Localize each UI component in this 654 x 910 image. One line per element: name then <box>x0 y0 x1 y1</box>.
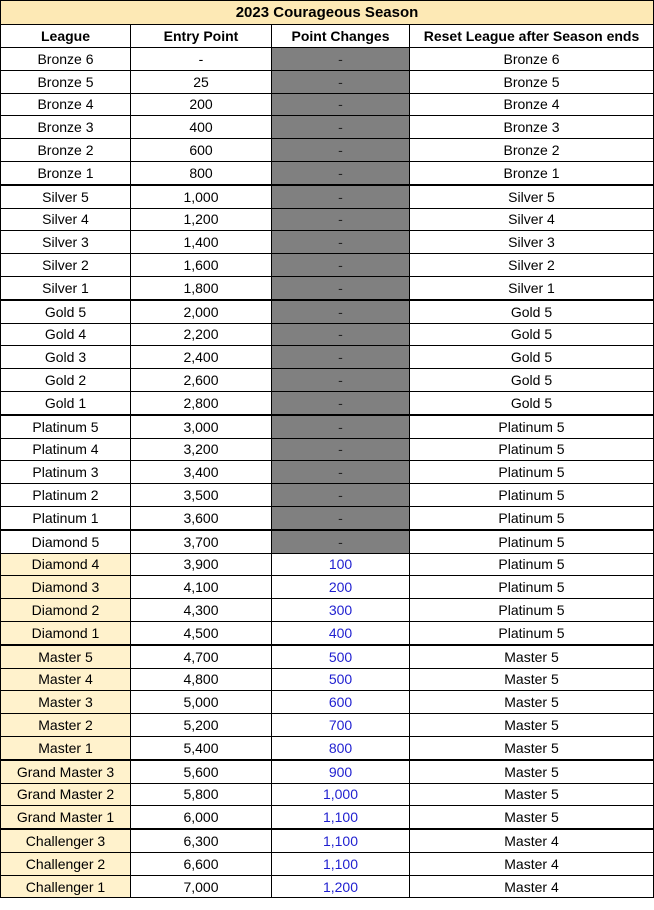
point-change-cell: - <box>272 276 410 299</box>
header-league: League <box>1 25 131 48</box>
table-row <box>1 161 654 184</box>
reset-league-cell: Master 5 <box>410 783 654 806</box>
point-change-cell: 400 <box>272 621 410 644</box>
league-cell: Gold 4 <box>1 323 131 346</box>
league-cell: Bronze 2 <box>1 139 131 162</box>
entry-point-cell: 3,000 <box>131 415 272 438</box>
table-row <box>1 254 654 277</box>
league-cell: Diamond 1 <box>1 621 131 644</box>
reset-league-cell: Platinum 5 <box>410 553 654 576</box>
league-cell: Challenger 1 <box>1 875 131 898</box>
point-change-cell: 500 <box>272 645 410 668</box>
entry-point-cell: 400 <box>131 116 272 139</box>
point-change-cell: 100 <box>272 553 410 576</box>
entry-point-cell: 3,500 <box>131 484 272 507</box>
entry-point-cell: 2,200 <box>131 323 272 346</box>
reset-league-cell: Master 4 <box>410 829 654 852</box>
table-row <box>1 346 654 369</box>
table-row <box>1 668 654 691</box>
point-change-cell: - <box>272 139 410 162</box>
point-change-cell: - <box>272 231 410 254</box>
point-change-cell: 1,100 <box>272 852 410 875</box>
league-cell: Diamond 5 <box>1 530 131 553</box>
entry-point-cell: 2,600 <box>131 369 272 392</box>
table-row <box>1 599 654 622</box>
league-cell: Platinum 4 <box>1 438 131 461</box>
point-change-cell: - <box>272 415 410 438</box>
point-change-cell: 1,000 <box>272 783 410 806</box>
reset-league-cell: Gold 5 <box>410 323 654 346</box>
entry-point-cell: 5,800 <box>131 783 272 806</box>
entry-point-cell: - <box>131 48 272 71</box>
table-row <box>1 829 654 852</box>
table-row <box>1 93 654 116</box>
entry-point-cell: 3,400 <box>131 461 272 484</box>
table-row <box>1 48 654 71</box>
table-row <box>1 621 654 644</box>
league-cell: Gold 2 <box>1 369 131 392</box>
entry-point-cell: 2,400 <box>131 346 272 369</box>
entry-point-cell: 6,600 <box>131 852 272 875</box>
entry-point-cell: 2,000 <box>131 300 272 323</box>
league-cell: Master 2 <box>1 714 131 737</box>
entry-point-cell: 7,000 <box>131 875 272 898</box>
point-change-cell: - <box>272 323 410 346</box>
point-change-cell: 1,200 <box>272 875 410 898</box>
reset-league-cell: Gold 5 <box>410 391 654 414</box>
entry-point-cell: 3,700 <box>131 530 272 553</box>
entry-point-cell: 1,800 <box>131 276 272 299</box>
league-cell: Silver 5 <box>1 185 131 208</box>
point-change-cell: - <box>272 185 410 208</box>
table-row <box>1 369 654 392</box>
table-row <box>1 415 654 438</box>
table-row <box>1 438 654 461</box>
table-row <box>1 783 654 806</box>
reset-league-cell: Platinum 5 <box>410 438 654 461</box>
reset-league-cell: Bronze 3 <box>410 116 654 139</box>
reset-league-cell: Silver 1 <box>410 276 654 299</box>
entry-point-cell: 2,800 <box>131 391 272 414</box>
reset-league-cell: Bronze 2 <box>410 139 654 162</box>
point-change-cell: 900 <box>272 760 410 783</box>
table-body <box>1 48 654 898</box>
entry-point-cell: 5,400 <box>131 736 272 759</box>
table-row <box>1 691 654 714</box>
league-cell: Diamond 4 <box>1 553 131 576</box>
table-row <box>1 300 654 323</box>
entry-point-cell: 600 <box>131 139 272 162</box>
entry-point-cell: 6,300 <box>131 829 272 852</box>
point-change-cell: - <box>272 369 410 392</box>
league-cell: Challenger 2 <box>1 852 131 875</box>
league-cell: Platinum 3 <box>1 461 131 484</box>
table-row <box>1 461 654 484</box>
point-change-cell: 800 <box>272 736 410 759</box>
reset-league-cell: Platinum 5 <box>410 461 654 484</box>
point-change-cell: - <box>272 346 410 369</box>
table-row <box>1 852 654 875</box>
point-change-cell: - <box>272 93 410 116</box>
entry-point-cell: 800 <box>131 161 272 184</box>
table-row <box>1 139 654 162</box>
entry-point-cell: 4,300 <box>131 599 272 622</box>
reset-league-cell: Master 5 <box>410 714 654 737</box>
point-change-cell: 500 <box>272 668 410 691</box>
table-row <box>1 875 654 898</box>
league-cell: Master 4 <box>1 668 131 691</box>
league-cell: Silver 1 <box>1 276 131 299</box>
point-change-cell: 700 <box>272 714 410 737</box>
table-title: 2023 Courageous Season <box>1 1 654 25</box>
entry-point-cell: 3,600 <box>131 506 272 529</box>
entry-point-cell: 6,000 <box>131 806 272 829</box>
point-change-cell: - <box>272 461 410 484</box>
entry-point-cell: 5,000 <box>131 691 272 714</box>
entry-point-cell: 1,600 <box>131 254 272 277</box>
reset-league-cell: Platinum 5 <box>410 530 654 553</box>
league-cell: Bronze 4 <box>1 93 131 116</box>
reset-league-cell: Bronze 1 <box>410 161 654 184</box>
point-change-cell: 1,100 <box>272 806 410 829</box>
league-cell: Gold 3 <box>1 346 131 369</box>
table-row <box>1 530 654 553</box>
entry-point-cell: 4,500 <box>131 621 272 644</box>
point-change-cell: - <box>272 484 410 507</box>
reset-league-cell: Platinum 5 <box>410 415 654 438</box>
point-change-cell: - <box>272 530 410 553</box>
league-cell: Grand Master 3 <box>1 760 131 783</box>
table-row <box>1 736 654 759</box>
league-cell: Bronze 6 <box>1 48 131 71</box>
point-change-cell: - <box>272 438 410 461</box>
reset-league-cell: Gold 5 <box>410 300 654 323</box>
reset-league-cell: Silver 5 <box>410 185 654 208</box>
league-cell: Silver 4 <box>1 208 131 231</box>
point-change-cell: 200 <box>272 576 410 599</box>
league-cell: Master 1 <box>1 736 131 759</box>
point-change-cell: - <box>272 506 410 529</box>
entry-point-cell: 4,700 <box>131 645 272 668</box>
league-cell: Diamond 3 <box>1 576 131 599</box>
entry-point-cell: 1,000 <box>131 185 272 208</box>
entry-point-cell: 4,800 <box>131 668 272 691</box>
reset-league-cell: Platinum 5 <box>410 484 654 507</box>
point-change-cell: 300 <box>272 599 410 622</box>
point-change-cell: - <box>272 116 410 139</box>
point-change-cell: - <box>272 70 410 93</box>
league-cell: Silver 3 <box>1 231 131 254</box>
entry-point-cell: 4,100 <box>131 576 272 599</box>
point-change-cell: - <box>272 48 410 71</box>
table-row <box>1 576 654 599</box>
table-row <box>1 231 654 254</box>
header-point-changes: Point Changes <box>272 25 410 48</box>
reset-league-cell: Master 5 <box>410 645 654 668</box>
entry-point-cell: 3,200 <box>131 438 272 461</box>
league-cell: Diamond 2 <box>1 599 131 622</box>
table-row <box>1 70 654 93</box>
point-change-cell: 1,100 <box>272 829 410 852</box>
table-row <box>1 323 654 346</box>
league-cell: Platinum 2 <box>1 484 131 507</box>
table-row <box>1 391 654 414</box>
league-cell: Gold 1 <box>1 391 131 414</box>
reset-league-cell: Bronze 5 <box>410 70 654 93</box>
league-cell: Silver 2 <box>1 254 131 277</box>
point-change-cell: - <box>272 161 410 184</box>
reset-league-cell: Platinum 5 <box>410 621 654 644</box>
reset-league-cell: Gold 5 <box>410 346 654 369</box>
league-cell: Challenger 3 <box>1 829 131 852</box>
league-cell: Bronze 5 <box>1 70 131 93</box>
league-cell: Master 5 <box>1 645 131 668</box>
table-row <box>1 276 654 299</box>
table-row <box>1 714 654 737</box>
league-cell: Grand Master 2 <box>1 783 131 806</box>
table-row <box>1 760 654 783</box>
reset-league-cell: Master 5 <box>410 760 654 783</box>
table-row <box>1 208 654 231</box>
entry-point-cell: 200 <box>131 93 272 116</box>
league-cell: Grand Master 1 <box>1 806 131 829</box>
league-cell: Gold 5 <box>1 300 131 323</box>
entry-point-cell: 1,400 <box>131 231 272 254</box>
reset-league-cell: Platinum 5 <box>410 506 654 529</box>
header-entry-point: Entry Point <box>131 25 272 48</box>
entry-point-cell: 1,200 <box>131 208 272 231</box>
table-row <box>1 553 654 576</box>
reset-league-cell: Master 5 <box>410 668 654 691</box>
entry-point-cell: 5,600 <box>131 760 272 783</box>
reset-league-cell: Master 4 <box>410 875 654 898</box>
league-cell: Bronze 1 <box>1 161 131 184</box>
league-cell: Platinum 1 <box>1 506 131 529</box>
point-change-cell: - <box>272 208 410 231</box>
reset-league-cell: Master 5 <box>410 736 654 759</box>
league-cell: Bronze 3 <box>1 116 131 139</box>
table-row <box>1 484 654 507</box>
reset-league-cell: Bronze 6 <box>410 48 654 71</box>
table-row <box>1 806 654 829</box>
point-change-cell: - <box>272 391 410 414</box>
reset-league-cell: Master 5 <box>410 806 654 829</box>
reset-league-cell: Silver 2 <box>410 254 654 277</box>
league-cell: Platinum 5 <box>1 415 131 438</box>
table-row <box>1 645 654 668</box>
reset-league-cell: Master 4 <box>410 852 654 875</box>
reset-league-cell: Platinum 5 <box>410 576 654 599</box>
entry-point-cell: 3,900 <box>131 553 272 576</box>
table-row <box>1 116 654 139</box>
reset-league-cell: Silver 4 <box>410 208 654 231</box>
entry-point-cell: 5,200 <box>131 714 272 737</box>
reset-league-cell: Platinum 5 <box>410 599 654 622</box>
league-cell: Master 3 <box>1 691 131 714</box>
table-row <box>1 185 654 208</box>
point-change-cell: - <box>272 254 410 277</box>
reset-league-cell: Silver 3 <box>410 231 654 254</box>
reset-league-cell: Master 5 <box>410 691 654 714</box>
point-change-cell: 600 <box>272 691 410 714</box>
reset-league-cell: Gold 5 <box>410 369 654 392</box>
header-reset-league: Reset League after Season ends <box>410 25 654 48</box>
table-row <box>1 506 654 529</box>
point-change-cell: - <box>272 300 410 323</box>
entry-point-cell: 25 <box>131 70 272 93</box>
reset-league-cell: Bronze 4 <box>410 93 654 116</box>
